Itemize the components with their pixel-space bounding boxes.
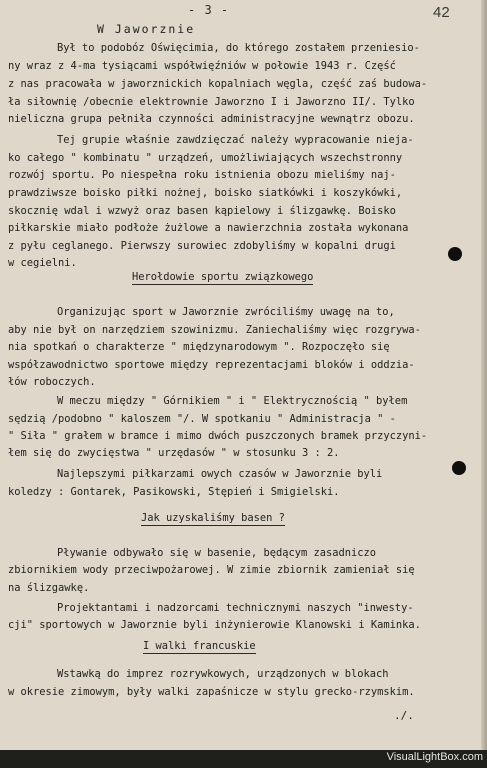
text-line: współzawodnictwo sportowe między reprezentacjami bloków i oddzia- [8, 359, 415, 371]
text-line: " Siła " grałem w bramce i mimo dwóch puszczonych bramek przyczyni- [8, 430, 428, 442]
text-line: w cegielni. [8, 257, 77, 269]
punch-hole [452, 461, 466, 475]
text-line: sędzią /podobno " kaloszem "/. W spotkaniu " Administracja " - [8, 413, 396, 425]
text-line: Projektantami i nadzorcami technicznymi naszych "inwesty- [57, 602, 414, 614]
text-line: ła siłownię /obecnie elektrownie Jaworzno I i Jaworzno II/. Tylko [8, 96, 415, 108]
text-line: z nas pracowała w jaworznickich kopalniach węgla, część zaś budowa- [8, 78, 428, 90]
section-heading: I walki francuskie [143, 640, 256, 652]
watermark: VisualLightBox.com [386, 751, 483, 763]
text-line: ny wraz z 4-ma tysiącami współwięźniów w połowie 1943 r. Część [8, 60, 396, 72]
text-line: Był to podobóz Oświęcimia, do którego zostałem przeniesio- [57, 42, 420, 54]
text-line: W meczu między " Górnikiem " i " Elektrycznością " byłem [57, 395, 408, 407]
text-line: na ślizgawkę. [8, 582, 90, 594]
text-line: w okresie zimowym, były walki zapaśnicze w stylu grecko-rzymskim. [8, 686, 415, 698]
text-line: Najlepszymi piłkarzami owych czasów w Jaworznie byli [57, 468, 383, 480]
punch-hole [448, 247, 462, 261]
text-line: piłkarskie miało podłoże żużlowe a nawierzchnia została wykonana [8, 222, 409, 234]
text-line: łem się do zwycięstwa " urzędasów " w stosunku 3 : 2. [8, 447, 340, 459]
text-line: cji" sportowych w Jaworznie byli inżynierowie Klanowski i Kaminka. [8, 619, 421, 631]
text-line: Organizując sport w Jaworznie zwróciliśmy uwagę na to, [57, 306, 395, 318]
text-line: Wstawką do imprez rozrywkowych, urządzonych w blokach [57, 668, 389, 680]
text-line: nieliczna grupa pełniła czynności administracyjne wewnątrz obozu. [8, 113, 415, 125]
text-line: Pływanie odbywało się w basenie, będącym zasadniczo [57, 547, 377, 559]
text-line: skocznię wdal i wzwyż oraz basen kąpielowy i ślizgawkę. Boisko [8, 205, 396, 217]
section-heading: Jak uzyskaliśmy basen ? [141, 512, 285, 524]
continuation-mark: ./. [394, 709, 414, 722]
text-line: aby nie był on narzędziem szowinizmu. Zaniechaliśmy więc rozgrywa- [8, 324, 421, 336]
page-number: - 3 - [188, 3, 230, 17]
text-line: koledzy : Gontarek, Pasikowski, Stępień i Smigielski. [8, 486, 340, 498]
text-line: z pyłu ceglanego. Pierwszy surowiec zdobyliśmy w kopalni drugi [8, 240, 396, 252]
text-line: prawdziwsze boisko piłki nożnej, boisko siatkówki i koszykówki, [8, 187, 403, 199]
text-line: ko całego " kombinatu " urządzeń, umożliwiających wszechstronny [8, 152, 403, 164]
text-line: łów roboczych. [8, 376, 96, 388]
section-heading: Herołdowie sportu związkowego [132, 271, 314, 283]
text-line: zbiornikiem wody przeciwpożarowej. W zimie zbiornik zamieniał się [8, 564, 415, 576]
text-line: nia spotkań o charakterze " międzynarodowym ". Rozpoczęło się [8, 341, 390, 353]
text-line: Tej grupie właśnie zawdzięczać należy wypracowanie nieja- [57, 134, 414, 146]
corner-page-number: 42 [433, 4, 450, 21]
text-line: rozwój sportu. Po niespełna roku istnienia obozu mieliśmy naj- [8, 169, 396, 181]
page-edge [481, 0, 487, 750]
document-title: W Jaworznie [97, 22, 196, 36]
